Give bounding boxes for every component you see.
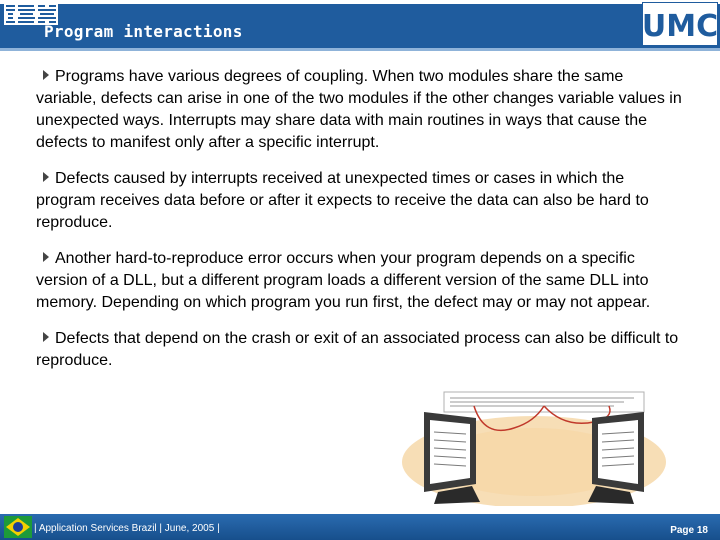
bullet-item: [36, 168, 686, 234]
bullet-text: Defects that depend on the crash or exit of an associated process can also be difficult to reproduce.: [36, 330, 679, 369]
footer-text: | Application Services Brazil | June, 2005 |: [34, 523, 220, 534]
slide-header: [0, 0, 720, 52]
header-divider: [0, 48, 720, 51]
bullet-arrow-icon: [43, 172, 49, 182]
brazil-flag-icon: [4, 516, 32, 538]
bullet-text: Another hard-to-reproduce error occurs when your program depends on a specific version of a DLL, but a different program loads a different version of the same DLL into memory. Depending on which program you run first, the defect may or may not appear.: [36, 250, 651, 311]
slide-title: Program interactions: [44, 22, 243, 41]
bullet-arrow-icon: [43, 332, 49, 342]
umc-logo: [642, 2, 718, 46]
monitor-illustration: [384, 388, 684, 506]
bullet-arrow-icon: [43, 70, 49, 80]
bullet-list: [36, 66, 686, 386]
svg-text:UMC: UMC: [642, 9, 718, 44]
bullet-item: [36, 248, 686, 314]
monitor-icon: [588, 412, 644, 504]
bullet-item: [36, 66, 686, 154]
bullet-text: Programs have various degrees of coupling. When two modules share the same variable, defects can arise in one of the two modules if the other changes variable values in unexpected ways. Interrupts may share data with main routines in ways that cause the defects to manifest only after a specific interrupt.: [36, 68, 682, 151]
bullet-text: Defects caused by interrupts received at unexpected times or cases in which the program receives data before or after it expects to receive the data can also be hard to reproduce.: [36, 170, 649, 231]
bullet-item: [36, 328, 686, 372]
monitor-icon: [424, 412, 480, 504]
bullet-arrow-icon: [43, 252, 49, 262]
slide-footer: [0, 512, 720, 540]
page-number: Page 18: [670, 525, 708, 536]
